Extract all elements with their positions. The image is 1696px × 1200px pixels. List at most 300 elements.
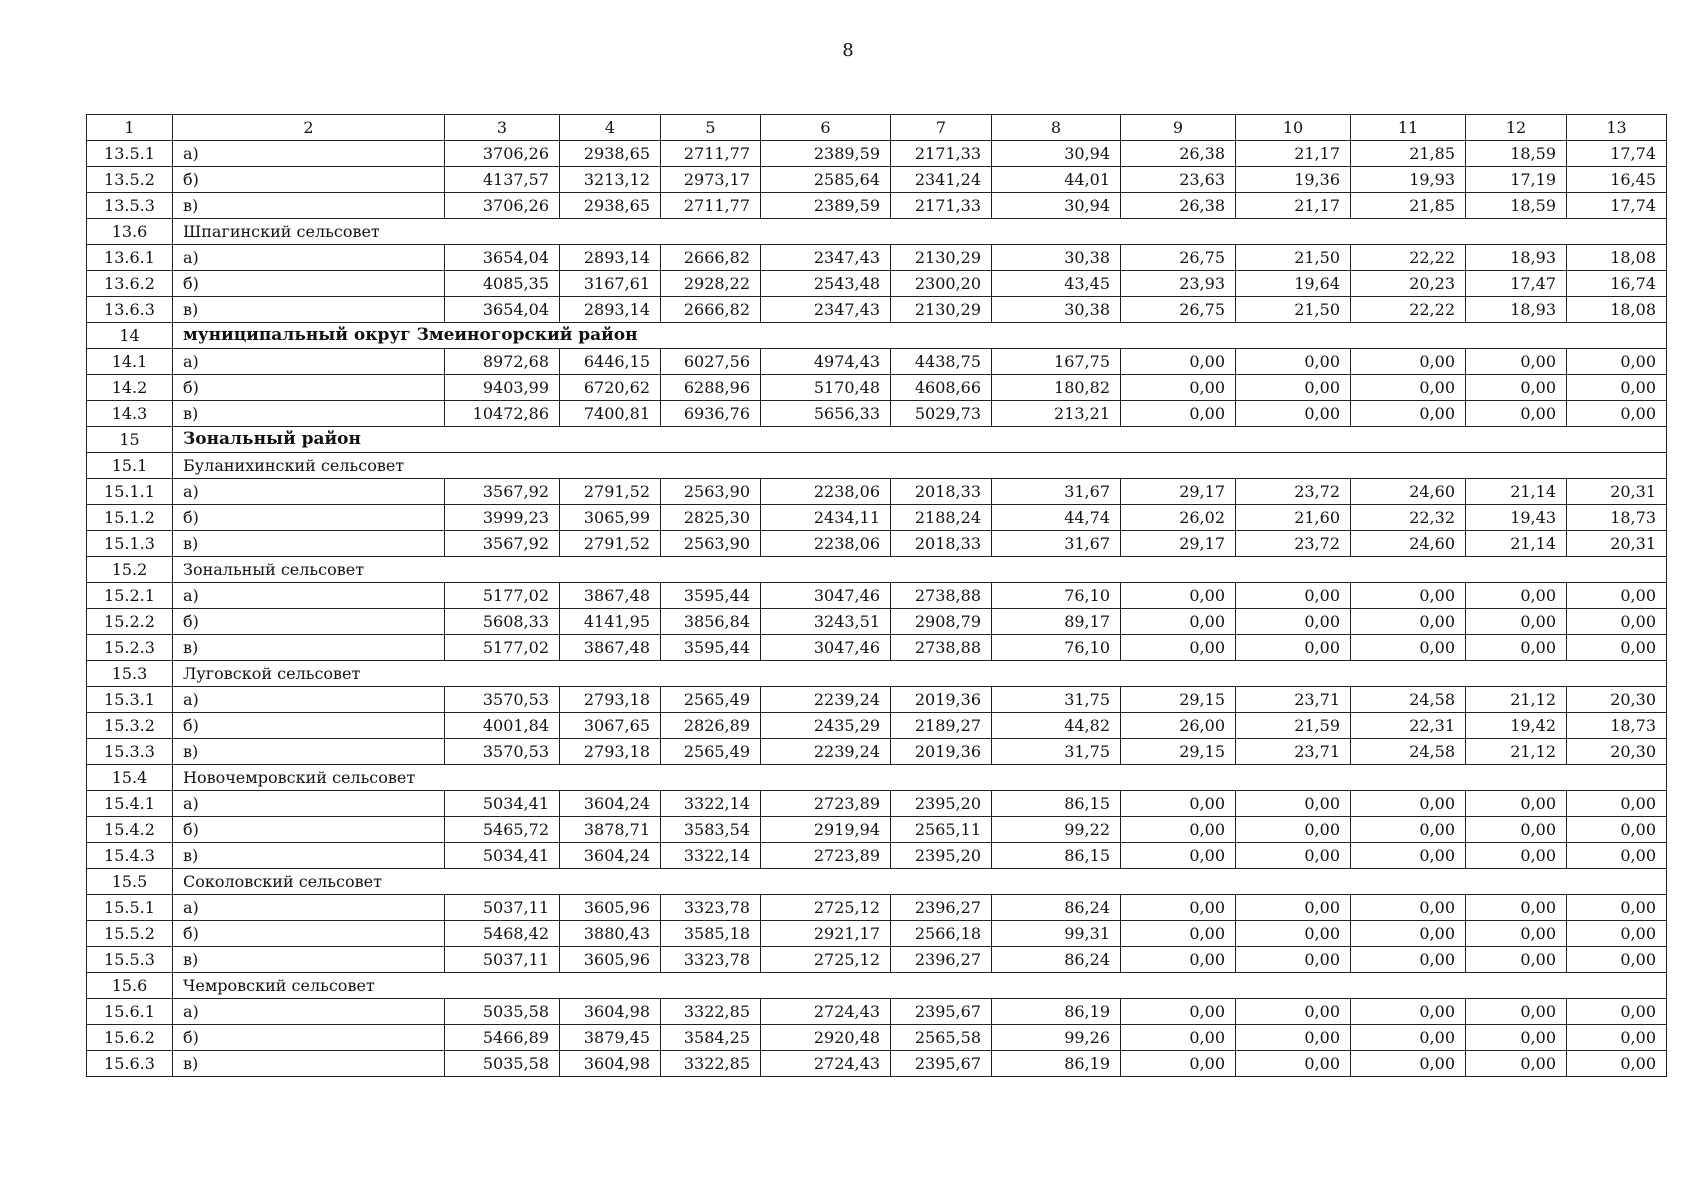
column-header: 4 xyxy=(560,115,661,141)
value-cell: 5035,58 xyxy=(445,999,560,1025)
value-cell: 0,00 xyxy=(1236,635,1351,661)
table-row xyxy=(87,479,1667,505)
group-title: Шпагинский сельсовет xyxy=(173,219,1667,245)
value-cell: 0,00 xyxy=(1567,583,1667,609)
column-header: 7 xyxy=(891,115,992,141)
value-cell: 30,94 xyxy=(992,141,1121,167)
value-cell: 2893,14 xyxy=(560,245,661,271)
row-label: а) xyxy=(173,245,445,271)
group-row xyxy=(87,557,1667,583)
value-cell: 86,19 xyxy=(992,1051,1121,1077)
row-code: 15.2 xyxy=(87,557,173,583)
value-cell: 2563,90 xyxy=(661,479,761,505)
value-cell: 2565,49 xyxy=(661,687,761,713)
value-cell: 0,00 xyxy=(1121,947,1236,973)
value-cell: 21,59 xyxy=(1236,713,1351,739)
group-title: Луговской сельсовет xyxy=(173,661,1667,687)
value-cell: 0,00 xyxy=(1567,947,1667,973)
value-cell: 23,71 xyxy=(1236,739,1351,765)
value-cell: 2893,14 xyxy=(560,297,661,323)
column-header: 2 xyxy=(173,115,445,141)
value-cell: 2341,24 xyxy=(891,167,992,193)
value-cell: 2238,06 xyxy=(761,531,891,557)
row-code: 15.6.3 xyxy=(87,1051,173,1077)
value-cell: 18,93 xyxy=(1466,245,1567,271)
value-cell: 2938,65 xyxy=(560,141,661,167)
value-cell: 0,00 xyxy=(1351,375,1466,401)
table-row xyxy=(87,375,1667,401)
value-cell: 2724,43 xyxy=(761,999,891,1025)
value-cell: 2928,22 xyxy=(661,271,761,297)
value-cell: 24,60 xyxy=(1351,531,1466,557)
value-cell: 23,63 xyxy=(1121,167,1236,193)
value-cell: 5037,11 xyxy=(445,947,560,973)
value-cell: 18,08 xyxy=(1567,245,1667,271)
value-cell: 99,31 xyxy=(992,921,1121,947)
value-cell: 23,93 xyxy=(1121,271,1236,297)
value-cell: 6027,56 xyxy=(661,349,761,375)
table-row xyxy=(87,167,1667,193)
value-cell: 23,72 xyxy=(1236,531,1351,557)
value-cell: 3856,84 xyxy=(661,609,761,635)
row-code: 15.6.2 xyxy=(87,1025,173,1051)
row-code: 14.2 xyxy=(87,375,173,401)
value-cell: 22,22 xyxy=(1351,297,1466,323)
value-cell: 0,00 xyxy=(1466,349,1567,375)
value-cell: 0,00 xyxy=(1567,791,1667,817)
value-cell: 99,22 xyxy=(992,817,1121,843)
table-row xyxy=(87,713,1667,739)
value-cell: 19,64 xyxy=(1236,271,1351,297)
value-cell: 26,02 xyxy=(1121,505,1236,531)
value-cell: 0,00 xyxy=(1351,349,1466,375)
value-cell: 86,15 xyxy=(992,843,1121,869)
value-cell: 76,10 xyxy=(992,635,1121,661)
value-cell: 0,00 xyxy=(1567,999,1667,1025)
value-cell: 2793,18 xyxy=(560,739,661,765)
value-cell: 3604,98 xyxy=(560,999,661,1025)
value-cell: 0,00 xyxy=(1466,1051,1567,1077)
value-cell: 24,60 xyxy=(1351,479,1466,505)
value-cell: 0,00 xyxy=(1466,921,1567,947)
value-cell: 3323,78 xyxy=(661,947,761,973)
group-title: Буланихинский сельсовет xyxy=(173,453,1667,479)
value-cell: 167,75 xyxy=(992,349,1121,375)
value-cell: 2711,77 xyxy=(661,141,761,167)
value-cell: 21,14 xyxy=(1466,479,1567,505)
value-cell: 0,00 xyxy=(1466,947,1567,973)
value-cell: 0,00 xyxy=(1466,609,1567,635)
group-row xyxy=(87,453,1667,479)
row-code: 15.1.2 xyxy=(87,505,173,531)
row-code: 15.4.3 xyxy=(87,843,173,869)
group-row xyxy=(87,765,1667,791)
table-row xyxy=(87,141,1667,167)
value-cell: 3604,24 xyxy=(560,843,661,869)
value-cell: 2171,33 xyxy=(891,141,992,167)
value-cell: 0,00 xyxy=(1121,895,1236,921)
value-cell: 5466,89 xyxy=(445,1025,560,1051)
value-cell: 24,58 xyxy=(1351,739,1466,765)
value-cell: 2171,33 xyxy=(891,193,992,219)
value-cell: 18,59 xyxy=(1466,193,1567,219)
value-cell: 3322,85 xyxy=(661,1051,761,1077)
value-cell: 0,00 xyxy=(1236,895,1351,921)
value-cell: 3570,53 xyxy=(445,687,560,713)
value-cell: 0,00 xyxy=(1236,375,1351,401)
value-cell: 2396,27 xyxy=(891,947,992,973)
table-row xyxy=(87,947,1667,973)
value-cell: 29,15 xyxy=(1121,739,1236,765)
table-row xyxy=(87,531,1667,557)
value-cell: 4608,66 xyxy=(891,375,992,401)
value-cell: 2238,06 xyxy=(761,479,891,505)
value-cell: 0,00 xyxy=(1236,947,1351,973)
value-cell: 20,30 xyxy=(1567,739,1667,765)
value-cell: 2239,24 xyxy=(761,739,891,765)
value-cell: 3047,46 xyxy=(761,583,891,609)
value-cell: 0,00 xyxy=(1121,817,1236,843)
row-code: 13.5.3 xyxy=(87,193,173,219)
value-cell: 5035,58 xyxy=(445,1051,560,1077)
value-cell: 2543,48 xyxy=(761,271,891,297)
value-cell: 0,00 xyxy=(1567,401,1667,427)
table-row xyxy=(87,505,1667,531)
value-cell: 29,15 xyxy=(1121,687,1236,713)
value-cell: 0,00 xyxy=(1466,583,1567,609)
value-cell: 2019,36 xyxy=(891,687,992,713)
value-cell: 0,00 xyxy=(1466,375,1567,401)
column-header: 11 xyxy=(1351,115,1466,141)
value-cell: 3065,99 xyxy=(560,505,661,531)
row-label: б) xyxy=(173,271,445,297)
row-label: б) xyxy=(173,375,445,401)
row-label: б) xyxy=(173,1025,445,1051)
group-title: Соколовский сельсовет xyxy=(173,869,1667,895)
section-title: муниципальный округ Змеиногорский район xyxy=(173,323,1667,349)
value-cell: 3167,61 xyxy=(560,271,661,297)
value-cell: 16,74 xyxy=(1567,271,1667,297)
value-cell: 2395,20 xyxy=(891,791,992,817)
row-code: 15.5.2 xyxy=(87,921,173,947)
value-cell: 8972,68 xyxy=(445,349,560,375)
value-cell: 2738,88 xyxy=(891,635,992,661)
value-cell: 0,00 xyxy=(1466,843,1567,869)
value-cell: 21,12 xyxy=(1466,739,1567,765)
value-cell: 24,58 xyxy=(1351,687,1466,713)
row-code: 15.4.1 xyxy=(87,791,173,817)
value-cell: 4137,57 xyxy=(445,167,560,193)
row-code: 13.6.3 xyxy=(87,297,173,323)
row-code: 14.1 xyxy=(87,349,173,375)
table-row xyxy=(87,635,1667,661)
value-cell: 2395,20 xyxy=(891,843,992,869)
table-row xyxy=(87,349,1667,375)
value-cell: 3243,51 xyxy=(761,609,891,635)
value-cell: 20,30 xyxy=(1567,687,1667,713)
column-header: 10 xyxy=(1236,115,1351,141)
row-code: 15.1 xyxy=(87,453,173,479)
value-cell: 3322,14 xyxy=(661,791,761,817)
value-cell: 2395,67 xyxy=(891,999,992,1025)
value-cell: 2938,65 xyxy=(560,193,661,219)
value-cell: 17,19 xyxy=(1466,167,1567,193)
value-cell: 18,08 xyxy=(1567,297,1667,323)
table-row xyxy=(87,1025,1667,1051)
value-cell: 0,00 xyxy=(1351,401,1466,427)
value-cell: 31,67 xyxy=(992,479,1121,505)
value-cell: 0,00 xyxy=(1121,375,1236,401)
value-cell: 0,00 xyxy=(1236,1025,1351,1051)
value-cell: 86,24 xyxy=(992,895,1121,921)
value-cell: 2825,30 xyxy=(661,505,761,531)
value-cell: 26,75 xyxy=(1121,245,1236,271)
column-header: 5 xyxy=(661,115,761,141)
table-row xyxy=(87,609,1667,635)
value-cell: 26,38 xyxy=(1121,193,1236,219)
value-cell: 21,50 xyxy=(1236,297,1351,323)
value-cell: 3323,78 xyxy=(661,895,761,921)
value-cell: 3584,25 xyxy=(661,1025,761,1051)
value-cell: 2921,17 xyxy=(761,921,891,947)
value-cell: 3583,54 xyxy=(661,817,761,843)
value-cell: 2347,43 xyxy=(761,297,891,323)
value-cell: 2300,20 xyxy=(891,271,992,297)
row-label: а) xyxy=(173,895,445,921)
row-code: 15.5 xyxy=(87,869,173,895)
value-cell: 180,82 xyxy=(992,375,1121,401)
row-code: 15.2.1 xyxy=(87,583,173,609)
value-cell: 23,71 xyxy=(1236,687,1351,713)
value-cell: 2565,11 xyxy=(891,817,992,843)
value-cell: 4974,43 xyxy=(761,349,891,375)
value-cell: 44,82 xyxy=(992,713,1121,739)
group-title: Чемровский сельсовет xyxy=(173,973,1667,999)
value-cell: 5037,11 xyxy=(445,895,560,921)
value-cell: 30,38 xyxy=(992,245,1121,271)
section-row xyxy=(87,427,1667,453)
value-cell: 2130,29 xyxy=(891,245,992,271)
value-cell: 0,00 xyxy=(1466,817,1567,843)
value-cell: 21,17 xyxy=(1236,141,1351,167)
value-cell: 22,22 xyxy=(1351,245,1466,271)
value-cell: 2666,82 xyxy=(661,297,761,323)
value-cell: 3654,04 xyxy=(445,297,560,323)
value-cell: 0,00 xyxy=(1567,375,1667,401)
table-row xyxy=(87,921,1667,947)
value-cell: 18,93 xyxy=(1466,297,1567,323)
value-cell: 26,38 xyxy=(1121,141,1236,167)
value-cell: 30,94 xyxy=(992,193,1121,219)
column-header: 8 xyxy=(992,115,1121,141)
value-cell: 2565,49 xyxy=(661,739,761,765)
value-cell: 0,00 xyxy=(1567,1025,1667,1051)
value-cell: 44,01 xyxy=(992,167,1121,193)
value-cell: 0,00 xyxy=(1236,999,1351,1025)
value-cell: 3047,46 xyxy=(761,635,891,661)
value-cell: 44,74 xyxy=(992,505,1121,531)
value-cell: 2188,24 xyxy=(891,505,992,531)
row-code: 13.6 xyxy=(87,219,173,245)
value-cell: 6446,15 xyxy=(560,349,661,375)
value-cell: 31,75 xyxy=(992,739,1121,765)
value-cell: 3322,85 xyxy=(661,999,761,1025)
value-cell: 0,00 xyxy=(1236,349,1351,375)
row-label: в) xyxy=(173,635,445,661)
table-row xyxy=(87,895,1667,921)
value-cell: 4001,84 xyxy=(445,713,560,739)
value-cell: 2725,12 xyxy=(761,895,891,921)
row-code: 15.6 xyxy=(87,973,173,999)
value-cell: 86,15 xyxy=(992,791,1121,817)
value-cell: 0,00 xyxy=(1466,895,1567,921)
value-cell: 2389,59 xyxy=(761,141,891,167)
value-cell: 2723,89 xyxy=(761,843,891,869)
value-cell: 213,21 xyxy=(992,401,1121,427)
value-cell: 21,14 xyxy=(1466,531,1567,557)
row-code: 15.4.2 xyxy=(87,817,173,843)
value-cell: 0,00 xyxy=(1236,583,1351,609)
value-cell: 23,72 xyxy=(1236,479,1351,505)
row-code: 15.6.1 xyxy=(87,999,173,1025)
column-header: 3 xyxy=(445,115,560,141)
value-cell: 4141,95 xyxy=(560,609,661,635)
row-label: в) xyxy=(173,193,445,219)
value-cell: 5177,02 xyxy=(445,635,560,661)
value-cell: 6936,76 xyxy=(661,401,761,427)
row-code: 13.6.1 xyxy=(87,245,173,271)
row-label: б) xyxy=(173,817,445,843)
value-cell: 3999,23 xyxy=(445,505,560,531)
value-cell: 3880,43 xyxy=(560,921,661,947)
row-label: в) xyxy=(173,843,445,869)
value-cell: 4438,75 xyxy=(891,349,992,375)
value-cell: 5034,41 xyxy=(445,843,560,869)
value-cell: 0,00 xyxy=(1121,583,1236,609)
value-cell: 17,74 xyxy=(1567,193,1667,219)
data-table xyxy=(86,114,1667,1077)
row-code: 14 xyxy=(87,323,173,349)
value-cell: 0,00 xyxy=(1351,843,1466,869)
value-cell: 0,00 xyxy=(1121,921,1236,947)
value-cell: 5468,42 xyxy=(445,921,560,947)
column-header: 1 xyxy=(87,115,173,141)
value-cell: 3567,92 xyxy=(445,531,560,557)
row-label: б) xyxy=(173,921,445,947)
value-cell: 2018,33 xyxy=(891,479,992,505)
value-cell: 0,00 xyxy=(1351,817,1466,843)
row-code: 13.6.2 xyxy=(87,271,173,297)
value-cell: 0,00 xyxy=(1351,947,1466,973)
value-cell: 3867,48 xyxy=(560,583,661,609)
value-cell: 19,42 xyxy=(1466,713,1567,739)
value-cell: 22,32 xyxy=(1351,505,1466,531)
value-cell: 0,00 xyxy=(1121,1025,1236,1051)
value-cell: 43,45 xyxy=(992,271,1121,297)
value-cell: 76,10 xyxy=(992,583,1121,609)
value-cell: 3878,71 xyxy=(560,817,661,843)
group-row xyxy=(87,219,1667,245)
value-cell: 2130,29 xyxy=(891,297,992,323)
table-row xyxy=(87,739,1667,765)
group-row xyxy=(87,869,1667,895)
table-row xyxy=(87,791,1667,817)
value-cell: 2826,89 xyxy=(661,713,761,739)
value-cell: 0,00 xyxy=(1351,895,1466,921)
value-cell: 2019,36 xyxy=(891,739,992,765)
column-header: 6 xyxy=(761,115,891,141)
value-cell: 2711,77 xyxy=(661,193,761,219)
table-row xyxy=(87,1051,1667,1077)
row-label: а) xyxy=(173,349,445,375)
value-cell: 21,60 xyxy=(1236,505,1351,531)
row-code: 15.2.3 xyxy=(87,635,173,661)
value-cell: 21,85 xyxy=(1351,141,1466,167)
row-code: 13.5.1 xyxy=(87,141,173,167)
table-row xyxy=(87,583,1667,609)
value-cell: 2347,43 xyxy=(761,245,891,271)
row-label: в) xyxy=(173,401,445,427)
value-cell: 0,00 xyxy=(1567,349,1667,375)
value-cell: 86,19 xyxy=(992,999,1121,1025)
row-label: в) xyxy=(173,1051,445,1077)
value-cell: 3867,48 xyxy=(560,635,661,661)
value-cell: 0,00 xyxy=(1236,921,1351,947)
value-cell: 3605,96 xyxy=(560,895,661,921)
value-cell: 0,00 xyxy=(1121,635,1236,661)
row-code: 13.5.2 xyxy=(87,167,173,193)
value-cell: 3067,65 xyxy=(560,713,661,739)
row-code: 15.5.1 xyxy=(87,895,173,921)
value-cell: 3322,14 xyxy=(661,843,761,869)
value-cell: 5465,72 xyxy=(445,817,560,843)
row-code: 15.5.3 xyxy=(87,947,173,973)
value-cell: 18,59 xyxy=(1466,141,1567,167)
value-cell: 5034,41 xyxy=(445,791,560,817)
value-cell: 29,17 xyxy=(1121,479,1236,505)
value-cell: 2793,18 xyxy=(560,687,661,713)
row-label: а) xyxy=(173,141,445,167)
row-code: 15.2.2 xyxy=(87,609,173,635)
row-label: в) xyxy=(173,297,445,323)
row-code: 15.1.1 xyxy=(87,479,173,505)
value-cell: 0,00 xyxy=(1236,843,1351,869)
value-cell: 18,73 xyxy=(1567,505,1667,531)
value-cell: 3595,44 xyxy=(661,583,761,609)
value-cell: 2908,79 xyxy=(891,609,992,635)
value-cell: 2566,18 xyxy=(891,921,992,947)
value-cell: 0,00 xyxy=(1236,791,1351,817)
value-cell: 0,00 xyxy=(1466,1025,1567,1051)
row-label: в) xyxy=(173,739,445,765)
value-cell: 29,17 xyxy=(1121,531,1236,557)
value-cell: 3706,26 xyxy=(445,193,560,219)
value-cell: 0,00 xyxy=(1567,843,1667,869)
value-cell: 86,24 xyxy=(992,947,1121,973)
value-cell: 17,74 xyxy=(1567,141,1667,167)
value-cell: 0,00 xyxy=(1236,1051,1351,1077)
table-row xyxy=(87,401,1667,427)
group-row xyxy=(87,661,1667,687)
row-label: а) xyxy=(173,791,445,817)
value-cell: 2018,33 xyxy=(891,531,992,557)
row-label: а) xyxy=(173,479,445,505)
value-cell: 0,00 xyxy=(1567,921,1667,947)
table-row xyxy=(87,271,1667,297)
table-row xyxy=(87,843,1667,869)
table-row xyxy=(87,999,1667,1025)
value-cell: 6720,62 xyxy=(560,375,661,401)
